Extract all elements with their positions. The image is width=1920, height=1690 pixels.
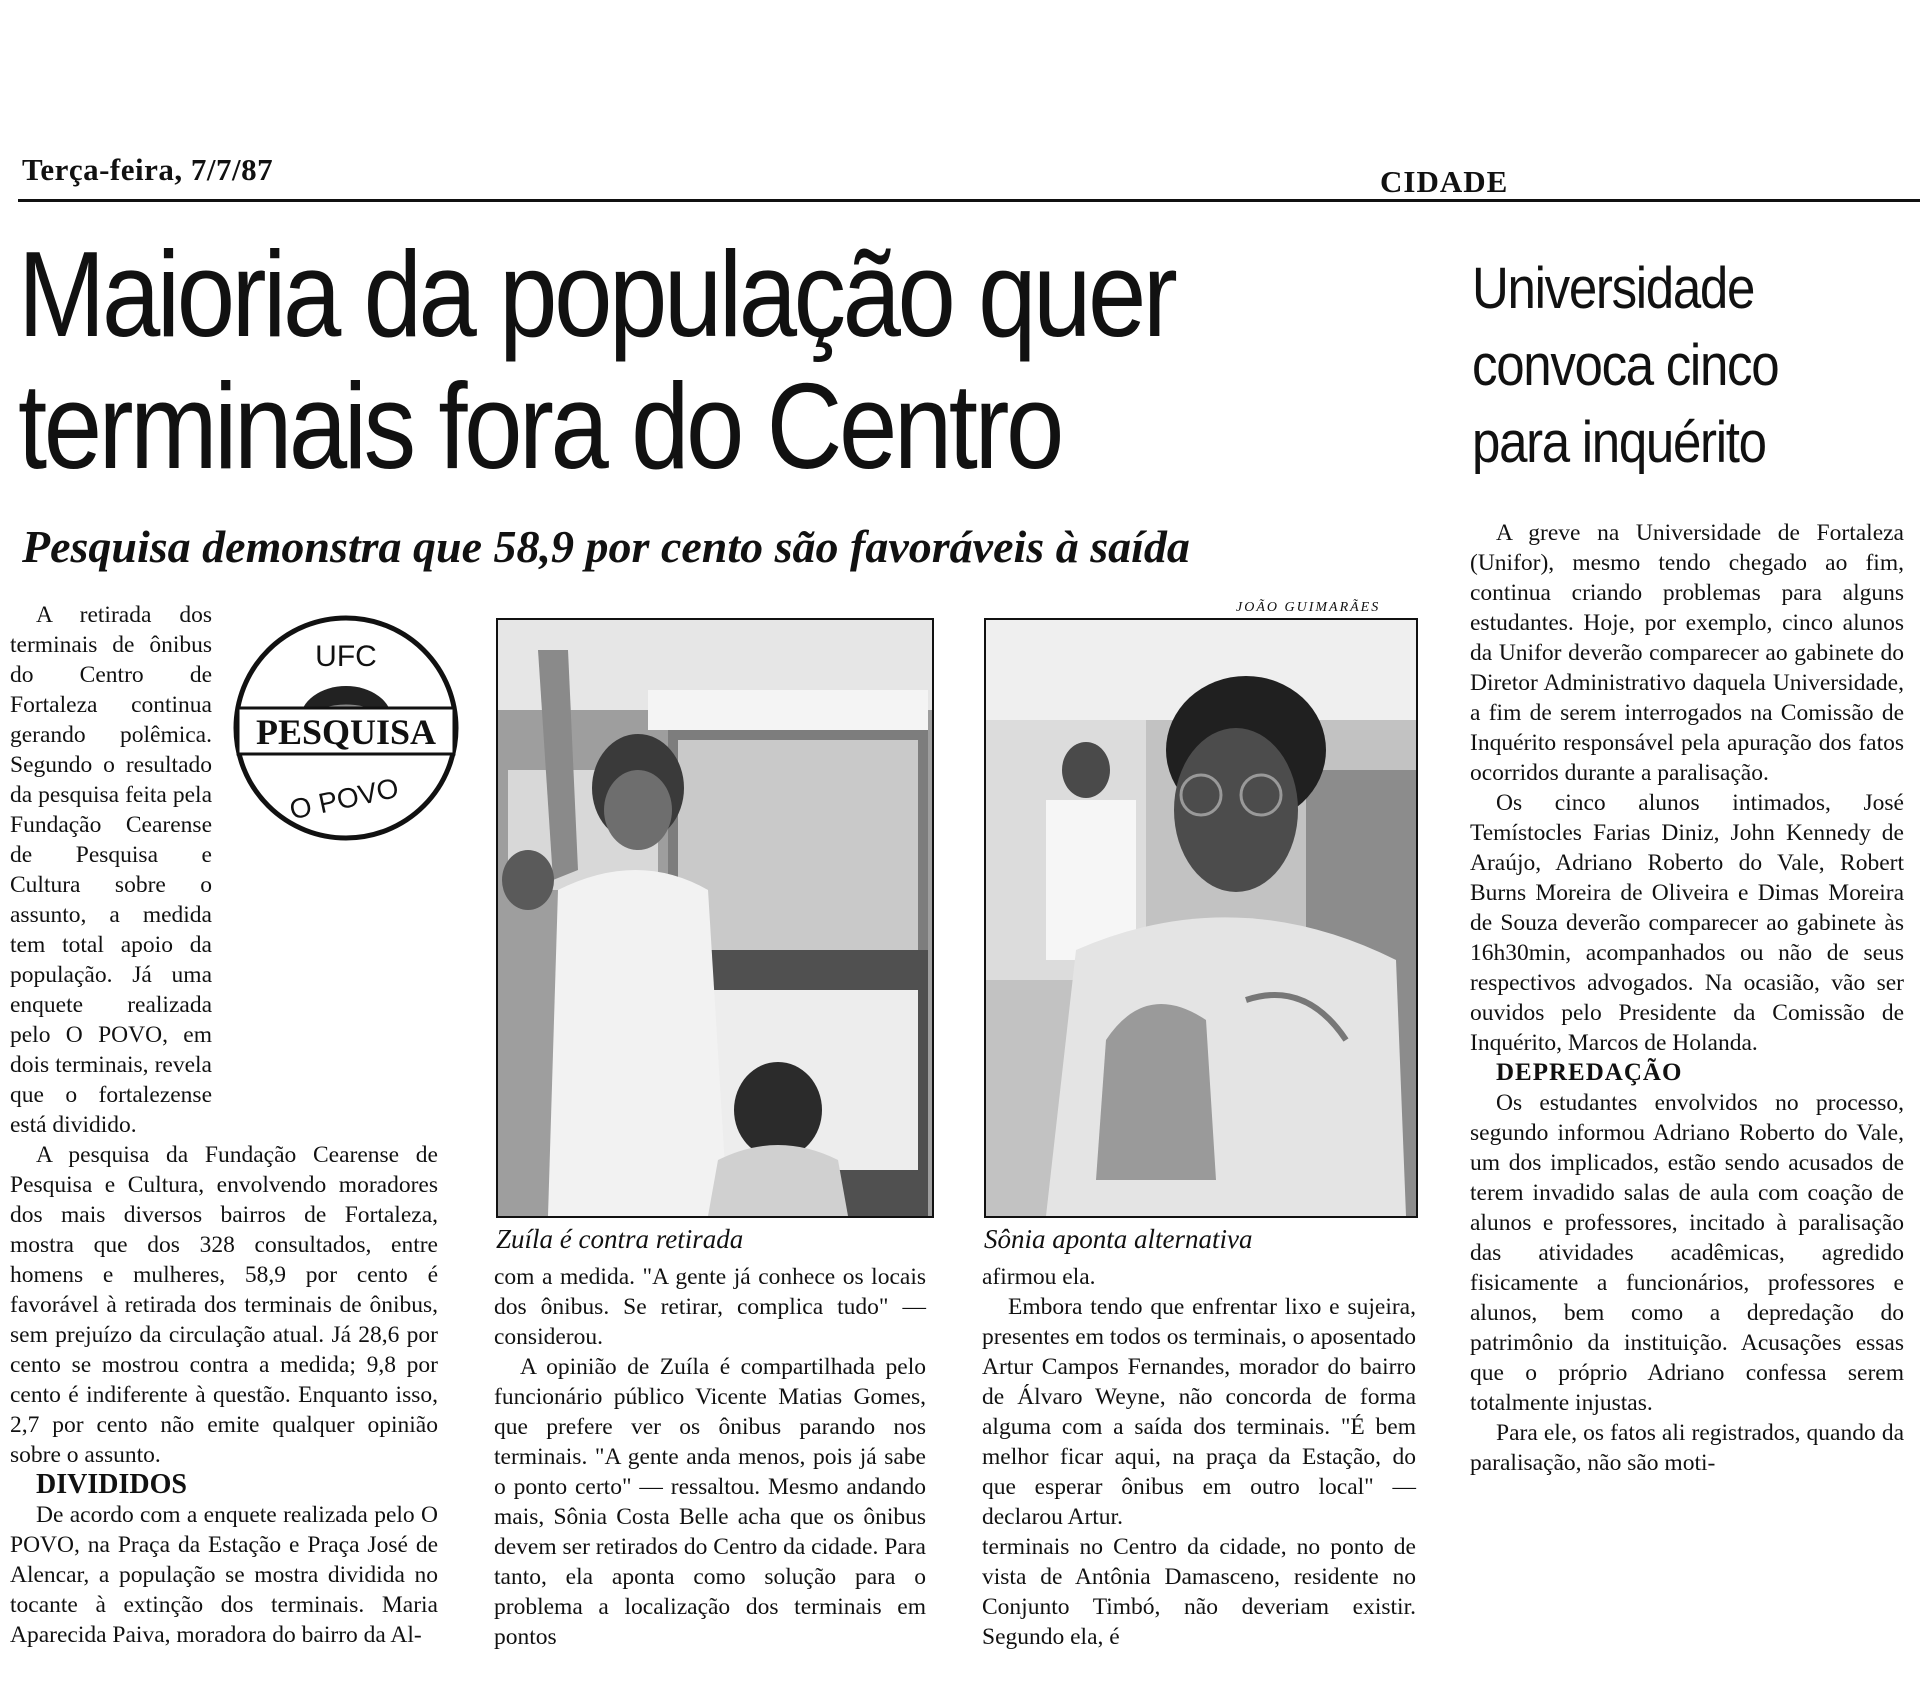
main-column-2 (494, 1262, 926, 1652)
col2-paragraph-2: A opinião de Zuíla é compartilhada pelo funcionário público Vicente Matias Gomes, que prefere ver os ônibus parando nos terminais. "A gente anda menos, pois já sabe o ponto certo" — ressaltou. Mesmo andando mais, Sônia Costa Belle acha que os ônibus devem ser retirados do Centro da cidade. Para tanto, ela aponta como solução para o problema a localização dos terminais em pontos (494, 1354, 926, 1650)
side-headline: Universidade convoca cinco para inquérito (1472, 256, 1779, 475)
header-rule (18, 199, 1920, 202)
col2-paragraph-1: com a medida. "A gente já conhece os locais dos ônibus. Se retirar, complica tudo" — considerou. (494, 1264, 926, 1350)
photo-credit: JOÃO GUIMARÃES (1236, 600, 1381, 615)
dateline: Terça-feira, 7/7/87 (22, 152, 274, 187)
main-column-3 (982, 1262, 1416, 1652)
photo-zuila (496, 618, 934, 1218)
bus-interior-image (498, 620, 932, 1216)
col3-paragraph-1: afirmou ela. (982, 1264, 1096, 1290)
main-column-1 (10, 600, 438, 1650)
subsection-depredacao: DEPREDAÇÃO (1496, 1059, 1683, 1086)
col3-paragraph-3: terminais no Centro da cidade, no ponto de vista de Antônia Damasceno, residente no Conjunto Timbó, não deveriam existir. Segundo ela, é (982, 1534, 1416, 1650)
subsection-divididos: DIVIDIDOS (36, 1469, 187, 1500)
side-paragraph-2: Os cinco alunos intimados, José Temístocles Farias Diniz, John Kennedy de Araújo, Adriano Roberto do Vale, Robert Burns Moreira de Oliveira e Dimas Moreira de Souza deverão comparecer ao gabinete às 16h30min, acompanhados ou não de seus respectivos advogados. Na ocasião, vão ser ouvidos pelo Presidente da Comissão de Inquérito, Marcos de Holanda. (1470, 790, 1904, 1056)
col1-paragraph-3: De acordo com a enquete realizada pelo O POVO, na Praça da Estação e Praça José de Alencar, a população se mostra dividida no tocante à extinção dos terminais. Maria Aparecida Paiva, moradora do bairro da Al- (10, 1502, 438, 1648)
headline-line-1: Maioria da população quer (18, 226, 1175, 362)
logo-bottom-text: O POVO (286, 772, 402, 826)
col1-paragraph-2: A pesquisa da Fundação Cearense de Pesquisa e Cultura, envolvendo moradores dos mais diversos bairros de Fortaleza, mostra que dos 328 consultados, entre homens e mulheres, 58,9 por cento é favorável à retirada dos terminais de ônibus, sem prejuízo da circulação atual. Já 28,6 por cento se mostrou contra a medida; 9,8 por cento é indiferente à questão. Enquanto isso, 2,7 por cento não emite qualquer opinião sobre o assunto. (10, 1142, 438, 1468)
subheadline: Pesquisa demonstra que 58,9 por cento são favoráveis à saída (22, 521, 1190, 572)
side-paragraph-1: A greve na Universidade de Fortaleza (Unifor), mesmo tendo chegado ao fim, continua criando problemas para alguns estudantes. Hoje, por exemplo, cinco alunos da Unifor deverão comparecer ao gabinete do Diretor Administrativo daquela Universidade, a fim de serem interrogados na Comissão de Inquérito responsável pela apuração dos fatos ocorridos durante a paralisação. (1470, 520, 1904, 786)
photo-sonia (984, 618, 1418, 1218)
col1-paragraph-1: A retirada dos terminais de ônibus do Centro de Fortaleza continua gerando polêmica. Segundo o resultado da pesquisa feita pela Fundação Cearense de Pesquisa e Cultura sobre o assunto, a medida tem total apoio da população. Já uma enquete realizada pelo O POVO, em dois terminais, revela que o fortalezense está dividido. (10, 602, 212, 1138)
headline-line-2: terminais fora do Centro (18, 358, 1061, 494)
col3-paragraph-2: Embora tendo que enfrentar lixo e sujeira, presentes em todos os terminais, o aposentado Artur Campos Fernandes, morador do bairro de Álvaro Weyne, não concorda de forma alguma com a saída dos terminais. "É bem melhor ficar aqui, na praça da Estação, do que esperar ônibus em outro local" — declarou Artur. (982, 1294, 1417, 1530)
main-headline (18, 228, 1231, 492)
side-story-column (1470, 518, 1904, 1478)
photo-caption-1: Zuíla é contra retirada (496, 1224, 744, 1254)
side-paragraph-3: Os estudantes envolvidos no processo, segundo informou Adriano Roberto do Vale, um dos implicados, estão sendo acusados de terem invadido salas de aula com coação de alunos e professores, incitado à paralisação das atividades acadêmicas, agredido fisicamente a funcionários, professores e alunos, bem como a depredação do patrimônio da instituição. Acusações essas que o próprio Adriano confessa serem totalmente injustas. (1470, 1090, 1904, 1416)
photo-caption-2: Sônia aponta alternativa (984, 1224, 1253, 1254)
logo-center-text: PESQUISA (255, 712, 437, 752)
side-paragraph-4: Para ele, os fatos ali registrados, quando da paralisação, não são moti- (1470, 1420, 1904, 1476)
logo-top-text: UFC (315, 640, 377, 673)
section-label: CIDADE (1380, 164, 1509, 199)
woman-portrait-image (986, 620, 1416, 1216)
